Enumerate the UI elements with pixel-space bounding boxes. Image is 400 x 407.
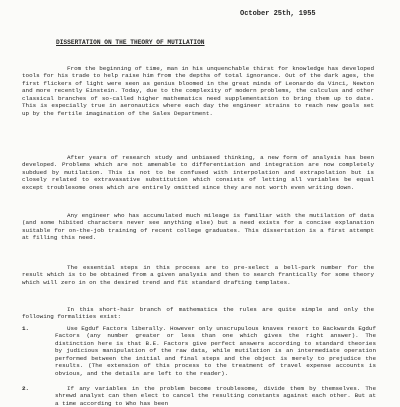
rule-number: 2.: [22, 385, 30, 392]
document-title: DISSERTATION ON THE THEORY OF MUTILATION: [56, 39, 205, 46]
rule-number: 1.: [22, 325, 30, 332]
paragraph-4: The essential steps in this process are to pre-select a bell-park number for the result which is to be obtained from a given analysis and then to search frantically for some theory which will zero in on the desired trend and fit standard drafting templates.: [22, 264, 374, 286]
rule-text: Use Egduf Factors liberally. However only unscrupulous knaves resort to Backwards Egduf Factors (any number greater or less than one which gives the right answer). The distinction here is that B.E. Factors give perfect answers according to standard theories by judicious manipulation of the raw data, while mutilation is an intermediate operation performed between the initial and final steps and the object is merely to prejudice the results. (The extension of this process to the treatment of travel expense accounts is obvious, and the details are left to the reader).: [55, 325, 376, 377]
paragraph-2: After years of research study and unbiased thinking, a new form of analysis has been developed. Problems which are not amenable to differentiation and integration are now completely subdued by mutilation. This is not to be confused with interpolation and extrapolation but is closely related to extravasative substitution which consists of letting all variables be equal except troublesome ones which are entirely omitted since they are not worth even writing down.: [22, 154, 374, 191]
paragraph-1: From the beginning of time, man in his unquenchable thirst for knowledge has developed tools for his trade to help raise him from the depths of total ignorance. Out of the dark ages, the first flickers of light were seen as genius bloomed in the great minds of Leonardo da Vinci, Newton and more recently Einstein. Today, due to the complexity of modern problems, the calculus and other classical branches of so-called higher mathematics need supplementation to bring them up to date. This is especially true in aeronautics where each day the engineer strains to reach new goals set up by the fertile imagination of the Sales Department.: [22, 65, 374, 117]
paragraph-3: Any engineer who has accumulated much mileage is familiar with the mutilation of data (and some hibited characters never see anything else) but a need exists for a concise explanation suitable for on-the-job training of recent college graduates. This dissertation is a first attempt at filling this need.: [22, 212, 374, 242]
paragraph-5: In this short-hair branch of mathematics the rules are quite simple and only the following formalities exist:: [22, 306, 374, 321]
rule-text: If any variables in the problem become troublesome, divide them by themselves. The shrewd analyst can then elect to cancel the resulting constants against each other. But at a time according to Who has been: [55, 385, 376, 407]
document-date: October 25th, 1955: [240, 10, 316, 18]
